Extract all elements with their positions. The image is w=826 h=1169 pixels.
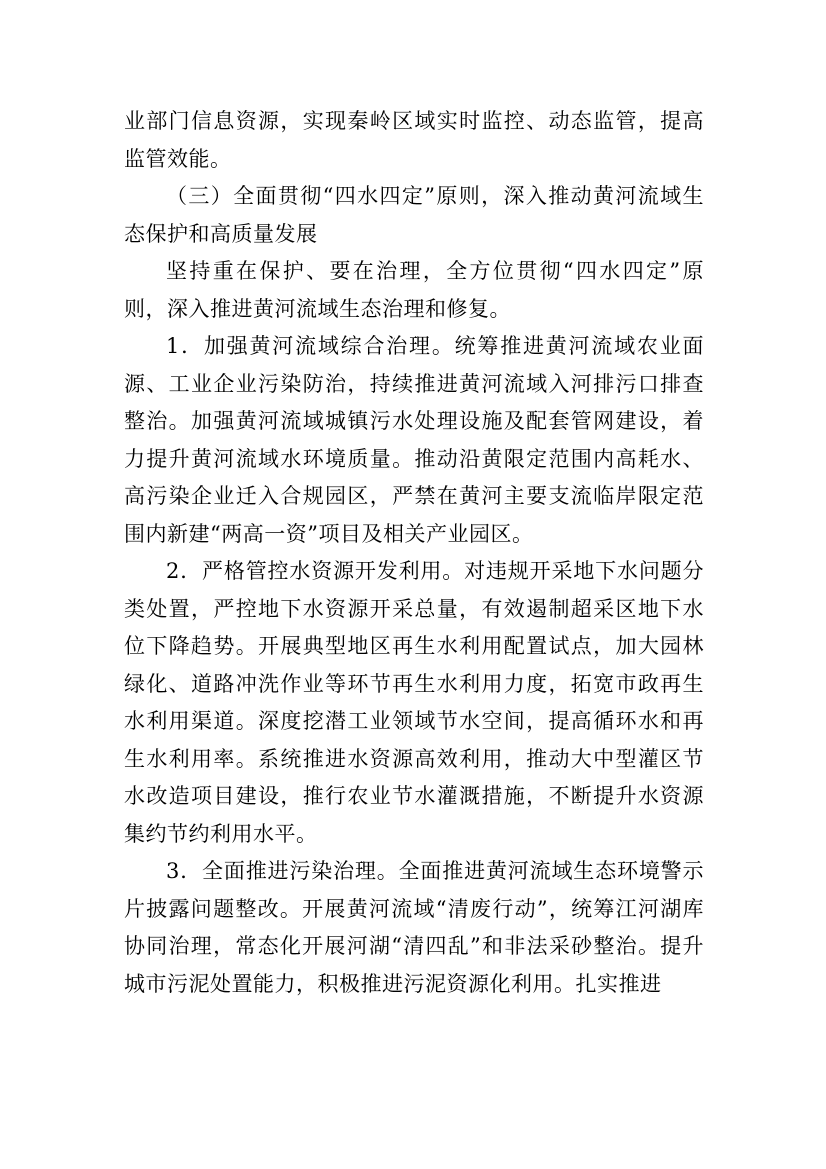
paragraph-item-1: 1．加强黄河流域综合治理。统筹推进黄河流域农业面源、工业企业污染防治，持续推进黄河流域入河排污口排查整治。加强黄河流域城镇污水处理设施及配套管网建设，着力提升黄河流域水环境质量。推动沿黄限定范围内高耗水、高污染企业迁入合规园区，严禁在黄河主要支流临岸限定范围内新建“两高一资”项目及相关产业园区。	[124, 334, 704, 546]
paragraph-item-2: 2．严格管控水资源开发利用。对违规开采地下水问题分类处置，严控地下水资源开采总量，有效遏制超采区地下水位下降趋势。开展典型地区再生水利用配置试点，加大园林绿化、道路冲洗作业等环节再生水利用力度，拓宽市政再生水利用渠道。深度挖潜工业领域节水空间，提高循环水和再生水利用率。系统推进水资源高效利用，推动大中型灌区节水改造项目建设，推行农业节水灌溉措施，不断提升水资源集约节约利用水平。	[124, 559, 704, 846]
paragraph-continuation: 业部门信息资源，实现秦岭区域实时监控、动态监管，提高监管效能。	[124, 109, 704, 171]
section-heading: （三）全面贯彻“四水四定”原则，深入推动黄河流域生态保护和高质量发展	[124, 184, 704, 246]
paragraph-intro: 坚持重在保护、要在治理，全方位贯彻“四水四定”原则，深入推进黄河流域生态治理和修复。	[124, 259, 704, 321]
document-body	[124, 103, 704, 1003]
paragraph-item-3: 3．全面推进污染治理。全面推进黄河流域生态环境警示片披露问题整改。开展黄河流域“清废行动”，统筹江河湖库协同治理，常态化开展河湖“清四乱”和非法采砂整治。提升城市污泥处置能力，积极推进污泥资源化利用。扎实推进	[124, 859, 704, 996]
